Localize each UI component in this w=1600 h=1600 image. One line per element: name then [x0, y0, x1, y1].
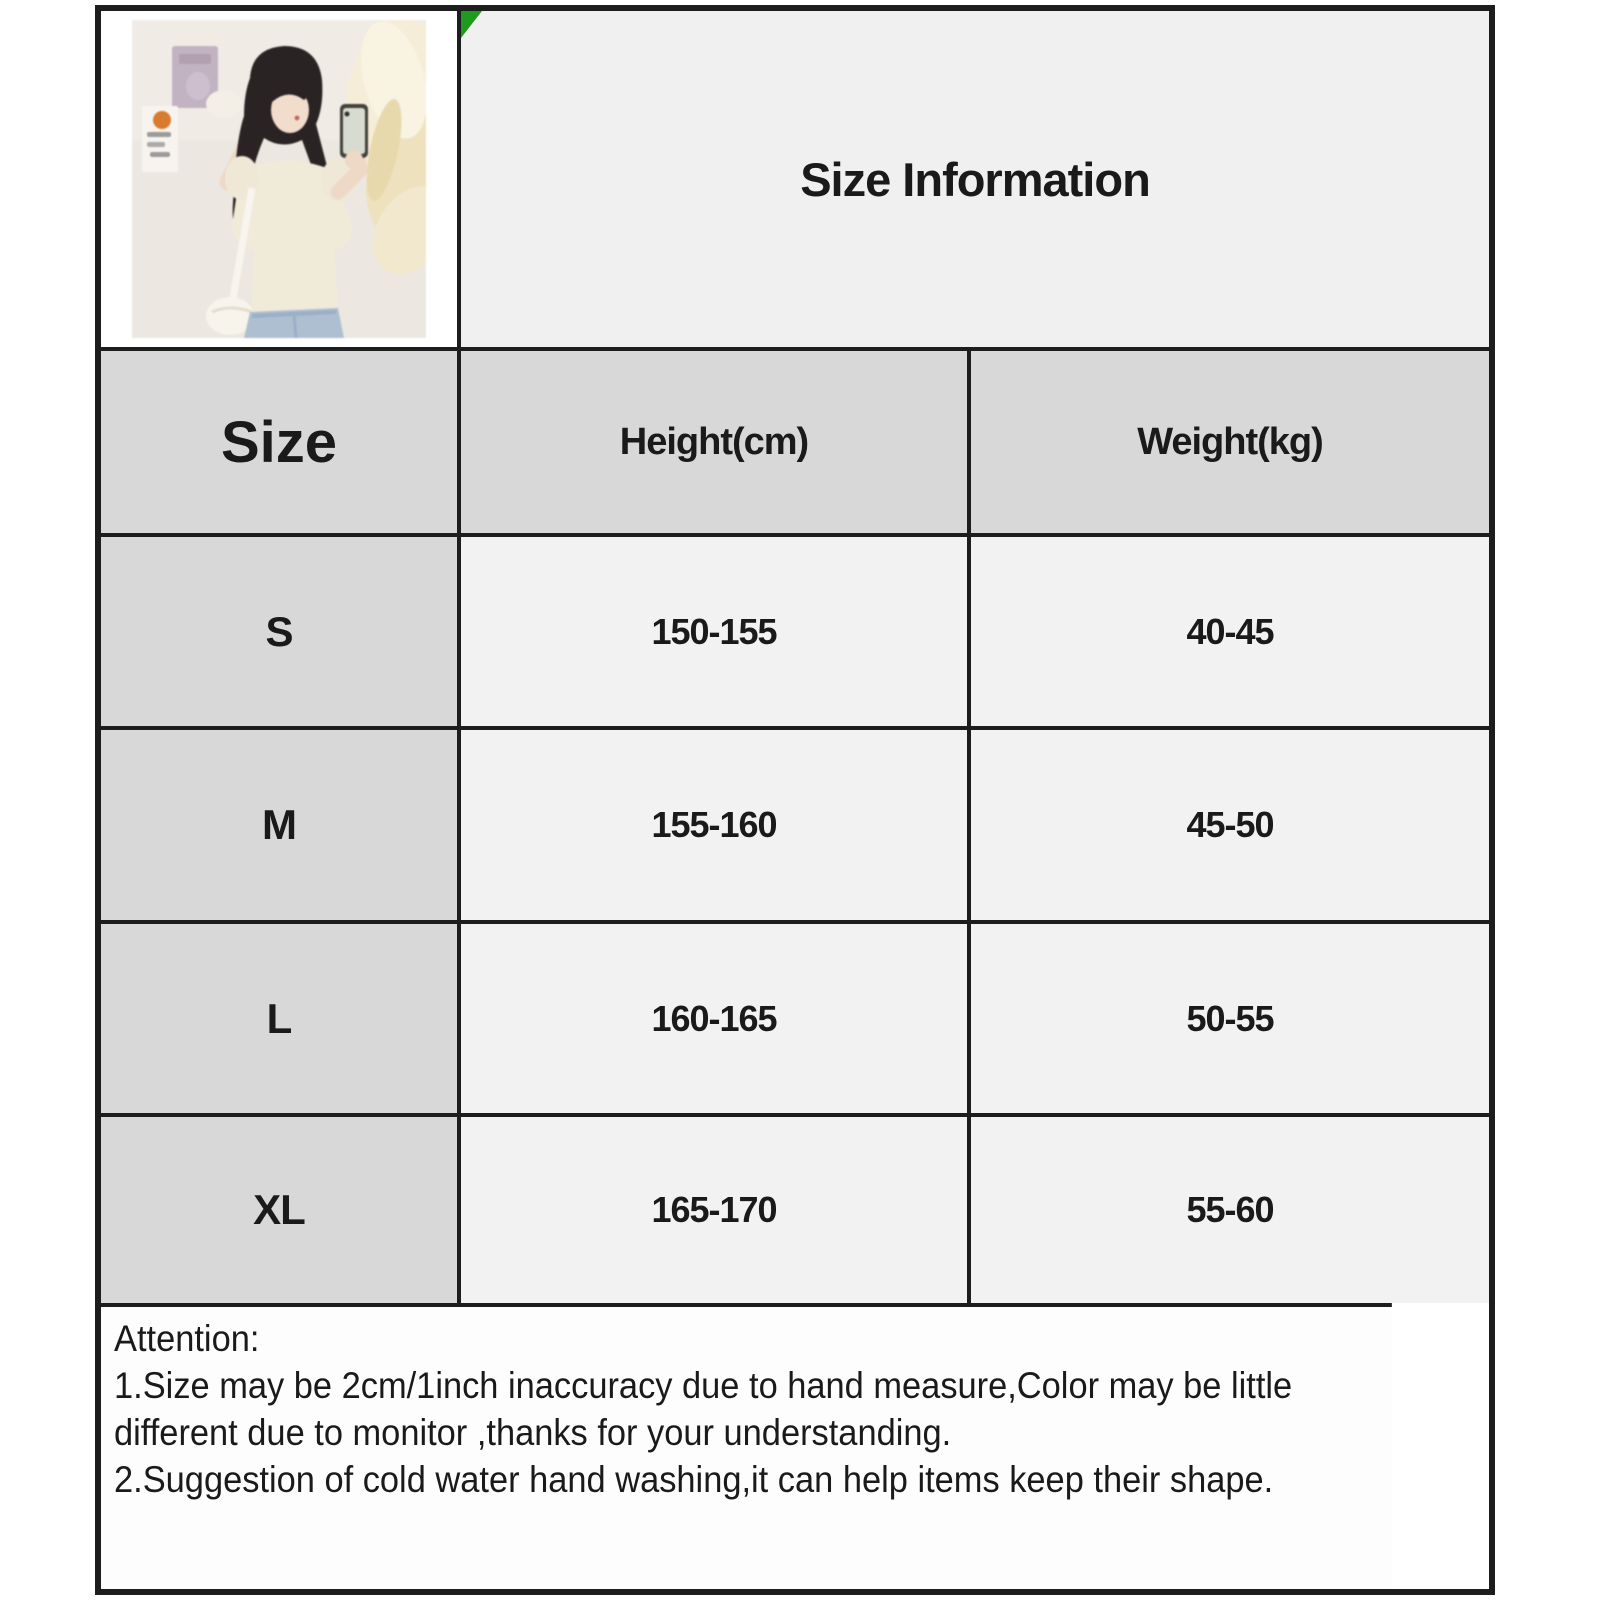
- size-label: M: [101, 730, 461, 920]
- size-chart-sheet: [95, 5, 1495, 1595]
- size-label: S: [101, 537, 461, 726]
- size-information-title-cell: [461, 11, 1489, 347]
- table-header-row: [101, 347, 1489, 533]
- size-label: L: [101, 924, 461, 1113]
- height-value: 160-165: [461, 924, 971, 1113]
- attention-heading: Attention:: [114, 1318, 260, 1359]
- height-value: 165-170: [461, 1117, 971, 1303]
- table-row-xl: [101, 1113, 1489, 1303]
- size-label: XL: [101, 1117, 461, 1303]
- weight-value: 40-45: [971, 537, 1489, 726]
- height-value: 150-155: [461, 537, 971, 726]
- page-title: Size Information: [800, 152, 1150, 206]
- weight-value: 45-50: [971, 730, 1489, 920]
- column-header-height: Height(cm): [461, 351, 971, 533]
- attention-notes: [101, 1303, 1392, 1589]
- column-header-weight: Weight(kg): [971, 351, 1489, 533]
- green-corner-marker-icon: [461, 11, 482, 38]
- weight-value: 50-55: [971, 924, 1489, 1113]
- table-row-l: [101, 920, 1489, 1113]
- product-photo-cell: [101, 11, 461, 347]
- table-row-m: [101, 726, 1489, 920]
- top-row: [101, 11, 1489, 347]
- table-row-s: [101, 533, 1489, 726]
- weight-value: 55-60: [971, 1117, 1489, 1303]
- attention-note-1-line-1: 1.Size may be 2cm/1inch inaccuracy due to hand measure,Color may be little: [114, 1365, 1293, 1406]
- height-value: 155-160: [461, 730, 971, 920]
- column-header-size: Size: [101, 351, 461, 533]
- product-photo: [132, 20, 426, 338]
- attention-note-1-line-2: different due to monitor ,thanks for your understanding.: [114, 1412, 952, 1453]
- attention-note-2: 2.Suggestion of cold water hand washing,it can help items keep their shape.: [114, 1459, 1274, 1500]
